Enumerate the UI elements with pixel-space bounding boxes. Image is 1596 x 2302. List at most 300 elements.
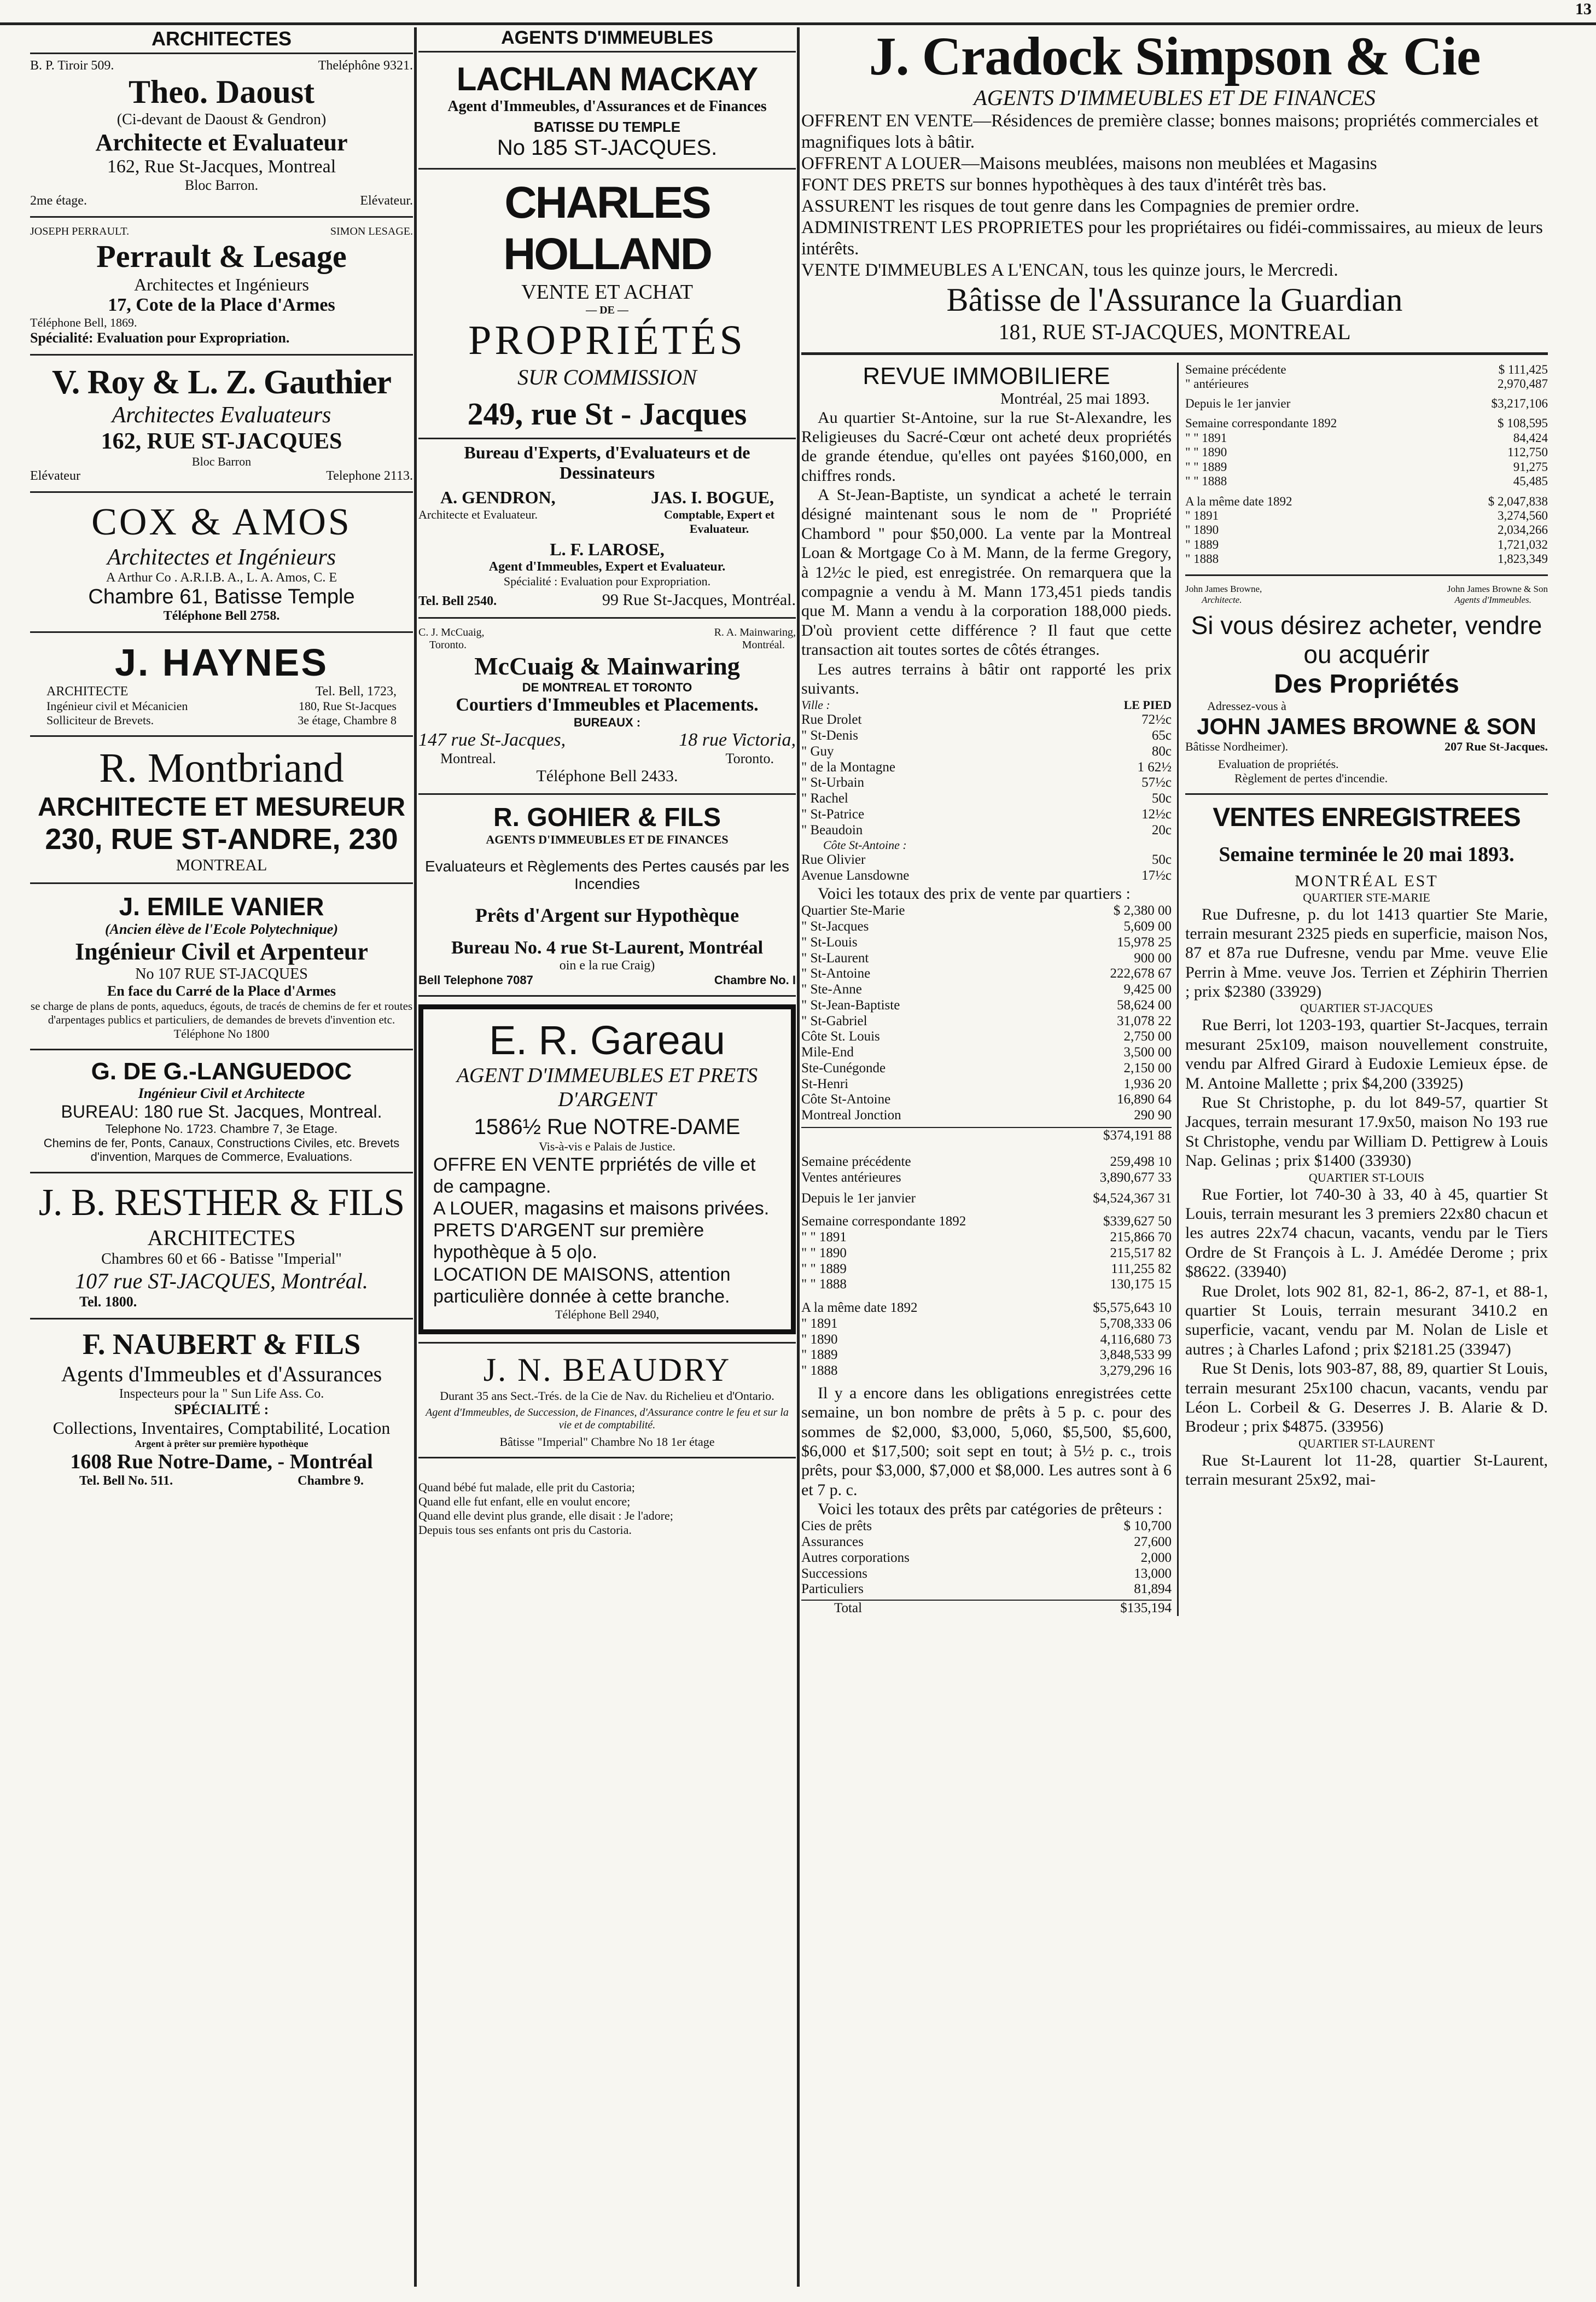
ventes-enregistrees — [1185, 803, 1548, 1490]
ad-daoust — [30, 59, 413, 208]
ad-gareau — [418, 1004, 796, 1334]
ad-perrault — [30, 225, 413, 346]
ad-name: JOHN JAMES BROWNE & SON — [1197, 713, 1536, 739]
ad-text: Evaluation de propriétés. — [1218, 757, 1339, 771]
price-table — [801, 712, 1172, 838]
divider — [30, 735, 413, 737]
table-row — [1185, 509, 1548, 523]
row-label: Autres corporations — [801, 1550, 910, 1565]
ad-text: BATISSE DU TEMPLE — [533, 119, 681, 135]
row-value: 16,890 64 — [1117, 1092, 1172, 1107]
row-label: " 1891 — [801, 1316, 838, 1331]
row-label: " 1888 — [801, 1363, 838, 1378]
table-value: $4,524,367 31 — [1093, 1191, 1172, 1206]
ad-text: OFFRENT A LOUER—Maisons meublées, maisons non meublées et Magasins — [801, 153, 1377, 173]
ad-text: BUREAUX : — [573, 716, 641, 729]
article-date: Montréal, 25 mai 1893. — [1000, 390, 1150, 408]
column-rule — [414, 27, 417, 2287]
table-row — [801, 1230, 1172, 1246]
row-label: " St-Louis — [801, 934, 858, 950]
row-value: 45,485 — [1513, 474, 1548, 489]
row-value: 84,424 — [1513, 431, 1548, 445]
row-label: " antérieures — [1185, 376, 1249, 391]
row-value: 9,425 00 — [1123, 982, 1172, 997]
divider — [30, 1172, 413, 1173]
row-value: 3,848,533 99 — [1099, 1347, 1172, 1363]
row-label: Particuliers — [801, 1582, 864, 1597]
table-label: Depuis le 1er janvier — [1185, 397, 1291, 411]
row-value: 1,936 20 — [1123, 1076, 1172, 1091]
ad-text: A LOUER, magasins et maisons privées. — [433, 1198, 770, 1219]
row-label: Semaine précédente — [801, 1154, 911, 1169]
row-value: 5,708,333 06 — [1099, 1316, 1172, 1331]
table-label: Total — [834, 1601, 863, 1616]
ad-name: Theo. Daoust — [128, 74, 315, 110]
table-row — [801, 823, 1172, 839]
row-label: " " 1889 — [1185, 460, 1227, 474]
ad-text: Téléphone Bell 2758. — [163, 609, 280, 623]
ad-text: Vis-à-vis e Palais de Justice. — [539, 1140, 675, 1153]
table-row — [801, 1347, 1172, 1363]
row-value: $ 2,380 00 — [1113, 903, 1172, 919]
ad-text: DE MONTREAL ET TORONTO — [522, 681, 692, 694]
ad-text: A Arthur Co . A.R.I.B. A., L. A. Amos, C. E — [106, 571, 337, 585]
ad-text: Toronto. — [725, 751, 774, 766]
ad-text: Agent d'Immeubles, d'Assurances et de Finances — [447, 98, 767, 115]
table-row — [801, 1277, 1172, 1293]
row-label: " " 1890 — [1185, 445, 1227, 460]
row-label: " " 1891 — [801, 1230, 847, 1245]
table-row — [1185, 431, 1548, 445]
ad-text: 249, rue St - Jacques — [467, 396, 747, 432]
table-row — [1185, 523, 1548, 537]
divider — [30, 882, 413, 884]
table-row — [801, 775, 1172, 791]
row-label: " St-Patrice — [801, 806, 865, 822]
row-label: Rue Drolet — [801, 712, 862, 728]
ad-name: G. DE G.-LANGUEDOC — [91, 1057, 352, 1085]
page-mark: 13 — [1575, 0, 1592, 18]
row-label: A la même date 1892 — [1185, 494, 1292, 508]
row-label: " St-Gabriel — [801, 1013, 867, 1028]
ad-text: Ingénieur Civil et Architecte — [138, 1085, 305, 1101]
ad-text: (Ancien élève de l'Ecole Polytechnique) — [105, 921, 338, 937]
divider — [1185, 793, 1548, 795]
ad-text: C. J. McCuaig, — [418, 626, 485, 638]
ad-text: AGENT D'IMMEUBLES ET PRETS D'ARGENT — [456, 1064, 758, 1111]
row-label: Avenue Lansdowne — [801, 868, 910, 883]
ad-text: Collections, Inventaires, Comptabilité, Location — [53, 1418, 391, 1438]
table-row — [801, 852, 1172, 868]
row-value: 2,750 00 — [1123, 1029, 1172, 1044]
ad-text: Chambre 61, Batisse Temple — [88, 585, 355, 608]
ad-text: MONTREAL — [176, 856, 267, 874]
table-row — [801, 1332, 1172, 1348]
ad-mccuaig — [418, 626, 796, 786]
ad-text: No 185 ST-JACQUES. — [497, 136, 718, 160]
stats-and-ventes — [1185, 363, 1548, 1617]
ad-name: E. R. Gareau — [489, 1018, 725, 1063]
ad-name: R. Montbriand — [99, 745, 344, 791]
row-value: 27,600 — [1134, 1534, 1172, 1550]
row-value: $ 111,425 — [1498, 362, 1548, 376]
ad-text: Architectes Evaluateurs — [112, 403, 331, 428]
ad-text: ARCHITECTES — [147, 1225, 296, 1251]
ad-text: Elévateur. — [360, 194, 413, 208]
ad-text: Argent à prêter sur première hypothèque — [135, 1438, 308, 1450]
table-row — [801, 1045, 1172, 1061]
verse-line: Quand bébé fut malade, elle prit du Castoria; — [418, 1480, 635, 1494]
verse-line: Quand elle fut enfant, elle en voulut encore; — [418, 1494, 631, 1508]
table-row — [801, 1534, 1172, 1550]
row-value: $5,575,643 10 — [1093, 1300, 1172, 1315]
divider — [30, 1318, 413, 1319]
row-value: 20c — [1151, 822, 1172, 838]
ad-text: Ingénieur Civil et Arpenteur — [75, 938, 368, 965]
ad-text: Téléphone No 1800 — [173, 1026, 270, 1040]
section-heading: ARCHITECTES — [30, 27, 413, 54]
verse-line: Quand elle devint plus grande, elle disait : Je l'adore; — [418, 1508, 673, 1522]
ad-text: 207 Rue St-Jacques. — [1444, 739, 1548, 753]
row-label: Semaine précédente — [1185, 362, 1286, 376]
ad-text: En face du Carré de la Place d'Armes — [107, 983, 336, 999]
ad-text: Tel. Bell No. 511. — [79, 1474, 173, 1489]
table-row — [801, 712, 1172, 728]
ad-name: Perrault & Lesage — [96, 239, 347, 274]
divider — [418, 995, 796, 997]
row-value: 3,279,296 16 — [1099, 1363, 1172, 1378]
row-label: Côte St-Antoine — [801, 1092, 891, 1107]
row-value: 81,894 — [1134, 1582, 1172, 1597]
ward-heading: QUARTIER ST-LAURENT — [1298, 1436, 1435, 1450]
row-label: " 1890 — [801, 1332, 838, 1347]
ad-cox-amos — [30, 501, 413, 624]
ad-text: Bâtisse de l'Assurance la Guardian — [946, 281, 1403, 318]
ad-text: No 107 RUE ST-JACQUES — [135, 966, 308, 983]
ad-text: VENTE D'IMMEUBLES A L'ENCAN, tous les quinze jours, le Mercredi. — [801, 260, 1338, 280]
ad-text: Evaluateurs et Règlements des Pertes causés par les Incendies — [424, 858, 790, 892]
ad-text: AGENTS D'IMMEUBLES ET DE FINANCES — [974, 85, 1376, 110]
ad-vanier — [30, 892, 413, 1041]
row-label: Mile-End — [801, 1045, 854, 1060]
table-row — [801, 935, 1172, 951]
ad-text: A. GENDRON, — [440, 487, 556, 507]
section-heading: AGENTS D'IMMEUBLES — [418, 27, 796, 53]
ad-name: J. N. BEAUDRY — [483, 1351, 731, 1388]
row-value: 80c — [1151, 743, 1172, 759]
ad-text: ARCHITECTE — [46, 684, 129, 699]
ad-text: Bâtisse Nordheimer). — [1185, 739, 1289, 753]
row-value: 111,255 82 — [1111, 1261, 1172, 1276]
ad-text: 181, RUE ST-JACQUES, MONTREAL — [998, 319, 1351, 344]
totals-table — [1185, 363, 1548, 392]
row-value: 2,034,266 — [1498, 523, 1548, 537]
row-value: 72½c — [1141, 712, 1172, 728]
ad-text: se charge de plans de ponts, aqueducs, égouts, de tracés de chemins de fer et routes d'arpentages publics et particuliers, de demandes de brevets d'invention etc. — [30, 999, 413, 1026]
ad-resther — [30, 1181, 413, 1310]
row-value: $339,627 50 — [1103, 1214, 1172, 1229]
ad-holland — [418, 177, 796, 609]
row-value: 3,274,560 — [1498, 509, 1548, 522]
divider — [418, 168, 796, 170]
table-row — [1185, 474, 1548, 489]
row-label: " " 1890 — [801, 1245, 847, 1260]
row-value: 57½c — [1141, 775, 1172, 790]
sale-entry: Rue St Christophe, p. du lot 849-57, quartier St Jacques, terrain mesurant 17.9x50, maison No 193 rue St Christophe, vendu par William D. Pettigrew à Louis Nap. Gelinas ; prix $1400 (33930) — [1185, 1094, 1548, 1170]
ad-text: OFFRENT EN VENTE—Résidences de première classe; bonnes maisons; propriétés commerciales et magnifiques lots à bâtir. — [801, 111, 1539, 152]
ad-text: 1608 Rue Notre-Dame, - Montréal — [70, 1450, 373, 1474]
ward-heading: QUARTIER ST-JACQUES — [1300, 1001, 1433, 1015]
row-label: " St-Urbain — [801, 775, 865, 790]
divider — [30, 354, 413, 356]
row-label: " St-Denis — [801, 728, 858, 743]
ad-text: Agent d'Immeubles, Expert et Evaluateur. — [488, 560, 726, 574]
row-value: $ 2,047,838 — [1488, 494, 1548, 508]
ad-text: Bureau d'Experts, d'Evaluateurs et de Dessinateurs — [464, 443, 750, 483]
ad-name: J. Cradock Simpson & Cie — [869, 27, 1481, 86]
paragraph: Les autres terrains à bâtir ont rapporté les prix suivants. — [801, 660, 1172, 697]
row-value: 1,721,032 — [1498, 537, 1548, 551]
ad-montbriand — [30, 745, 413, 875]
ad-name: J. B. RESTHER & FILS — [38, 1182, 405, 1224]
row-value: 215,866 70 — [1110, 1230, 1172, 1245]
ad-text: Spécialité : Evaluation pour Expropriation. — [503, 574, 711, 588]
table-label: LE PIED — [1123, 698, 1172, 712]
row-label: " 1888 — [1185, 552, 1219, 566]
ad-name: CHARLES HOLLAND — [503, 178, 711, 279]
row-label: Ste-Cunégonde — [801, 1060, 886, 1076]
table-value: $135,194 — [1120, 1601, 1172, 1616]
divider — [801, 352, 1548, 355]
table-value: $3,217,106 — [1491, 397, 1548, 411]
ad-text: Prêts d'Argent sur Hypothèque — [475, 904, 739, 926]
ad-name: LACHLAN MACKAY — [456, 61, 758, 97]
ad-text: SPÉCIALITÉ : — [174, 1402, 269, 1418]
row-value: 13,000 — [1134, 1566, 1172, 1581]
table-row — [801, 1262, 1172, 1277]
row-label: " " 1889 — [801, 1261, 847, 1276]
ad-text: oin e la rue Craig) — [559, 958, 655, 973]
sale-entry: Rue St Denis, lots 903-87, 88, 89, quartier St Louis, terrain mesurant 25x100 chacun, vacants, vendu par Léon L. Corbeil & G. Deserres J. B. Alarie & D. Brodeur ; prix $4875. (33956) — [1185, 1359, 1548, 1436]
divider — [418, 1457, 796, 1458]
ad-text: Bâtisse "Imperial" Chambre No 18 1er étage — [499, 1434, 715, 1449]
row-label: " Beaudoin — [801, 822, 863, 838]
row-value: $ 10,700 — [1123, 1519, 1172, 1534]
row-value: 31,078 22 — [1117, 1013, 1172, 1028]
table-row — [801, 1316, 1172, 1332]
ad-text: Chambre No. I — [714, 973, 796, 987]
ad-text: Règlement de pertes d'incendie. — [1234, 771, 1388, 785]
ad-text: 107 rue ST-JACQUES, Montréal. — [75, 1269, 368, 1294]
row-value: 50c — [1151, 791, 1172, 806]
row-label: " de la Montagne — [801, 759, 895, 775]
ad-browne — [1185, 584, 1548, 786]
ad-text: JAS. I. BOGUE, — [651, 487, 774, 507]
ad-text: L. F. LAROSE, — [550, 539, 665, 559]
row-value: 50c — [1151, 852, 1172, 868]
table-row — [801, 919, 1172, 935]
ad-name: V. Roy & L. Z. Gauthier — [51, 364, 391, 401]
column-agents — [418, 27, 796, 2287]
row-label: " " 1891 — [1185, 431, 1227, 445]
sale-entry: Rue St-Laurent lot 11-28, quartier St-Laurent, terrain mesurant 25x92, mai- — [1185, 1451, 1548, 1489]
verse-line: Depuis tous ses enfants ont pris du Castoria. — [418, 1522, 632, 1537]
ad-text: Solliciteur de Brevets. — [46, 713, 154, 727]
ad-name: R. GOHIER & FILS — [493, 803, 721, 832]
table-row — [801, 1246, 1172, 1262]
ward-heading: QUARTIER ST-LOUIS — [1308, 1170, 1425, 1184]
row-value: 58,624 00 — [1117, 997, 1172, 1013]
ad-text: PRETS D'ARGENT sur première hypothèque à 5 o|o. — [433, 1220, 704, 1263]
ad-text: Chambre 9. — [298, 1474, 364, 1489]
row-label: Quartier Ste-Marie — [801, 903, 905, 919]
section-heading: REVUE IMMOBILIERE — [863, 362, 1110, 390]
row-label: " 1890 — [1185, 523, 1219, 537]
ad-text: Architecte et Evaluateur — [95, 129, 348, 156]
table-row — [1185, 445, 1548, 460]
row-label: " St-Jean-Baptiste — [801, 997, 900, 1013]
table-row — [801, 1077, 1172, 1092]
column-rule — [797, 27, 800, 2287]
row-value: 2,150 00 — [1123, 1060, 1172, 1076]
ad-roy-gauthier — [30, 363, 413, 484]
row-value: 215,517 82 — [1110, 1245, 1172, 1260]
row-label: " Rachel — [801, 791, 848, 806]
table-label: Depuis le 1er janvier — [801, 1191, 916, 1206]
ad-text: Telephone No. 1723. Chambre 7, 3e Etage. — [105, 1121, 338, 1136]
ad-text: 162, RUE ST-JACQUES — [101, 429, 342, 454]
divider — [30, 216, 413, 218]
ad-text: B. P. Tiroir 509. — [30, 59, 114, 73]
row-value: 91,275 — [1513, 460, 1548, 474]
sub-heading: MONTRÉAL EST — [1295, 871, 1438, 890]
sale-entry: Rue Dufresne, p. du lot 1413 quartier Ste Marie, terrain mesurant 2325 pieds en superficie, maison Nos, 87 et 87a rue Dufresne, vendu par Mme. veuve Elie Perrin à Mme. veuve Jos. Terrien et Zéphirin Therrien ; prix $2380 (33929) — [1185, 905, 1548, 1001]
ad-text: Chemins de fer, Ponts, Canaux, Constructions Civiles, etc. Brevets d'invention, Marques de Commerce, Evaluations. — [43, 1136, 400, 1164]
ad-text: VENTE ET ACHAT — [521, 281, 693, 304]
row-label: Cies de prêts — [801, 1519, 872, 1534]
paragraph: A St-Jean-Baptiste, un syndicat a acheté le terrain désigné maintenant sous le nom de " Propriété Chambord " pour $50,000. La vente par la Montreal Loan & Mortgage Co à M. Mann, de la ferme Gregory, à 12½c le pied, est enregistrée. On remarquera que la compagnie a vendu à M. Mann 173,451 pieds tandis que M. Mann a vendu à la corporation 188,000 pieds. D'où provient cette différence ? Il faut que cette transaction ait toutes sortes de côtés étranges. — [801, 486, 1172, 659]
row-value: 1 62½ — [1137, 759, 1172, 775]
table-row — [801, 744, 1172, 760]
ad-text: SIMON LESAGE. — [330, 225, 413, 237]
table-row — [801, 1582, 1172, 1597]
ad-text: Architectes et Ingénieurs — [107, 545, 336, 570]
ward-heading: QUARTIER STE-MARIE — [1303, 890, 1430, 904]
divider — [1185, 574, 1548, 576]
ad-haynes — [30, 641, 413, 728]
table-row — [801, 998, 1172, 1014]
section-heading: VENTES ENREGISTREES — [1213, 803, 1521, 832]
ad-text: 147 rue St-Jacques, — [418, 730, 566, 750]
row-value: 5,609 00 — [1123, 919, 1172, 934]
ad-text: Si vous désirez acheter, vendre ou acquérir — [1191, 611, 1542, 668]
castoria-verse — [418, 1480, 796, 1537]
row-label: Côte St. Louis — [801, 1029, 880, 1044]
row-label: " Guy — [801, 743, 834, 759]
ad-text: Téléphone Bell, 1869. — [30, 316, 137, 329]
table-row — [1185, 460, 1548, 474]
table-row — [801, 1154, 1172, 1170]
divider — [418, 1342, 796, 1344]
table-row — [801, 951, 1172, 967]
ad-text: John James Browne & Son — [1447, 583, 1548, 594]
row-value: $ 108,595 — [1498, 416, 1548, 431]
ad-name: J. EMILE VANIER — [119, 892, 324, 921]
table-row — [801, 1300, 1172, 1316]
ad-text: Agents d'Immeubles et d'Assurances — [61, 1362, 382, 1387]
ad-text: ADMINISTRENT LES PROPRIETES pour les propriétaires ou fidéi-commissaires, au mieux de leurs intérêts. — [801, 217, 1543, 259]
ad-text: Montréal. — [742, 639, 785, 651]
ad-text: 3e étage, Chambre 8 — [298, 713, 397, 727]
ad-text: 162, Rue St-Jacques, Montreal — [107, 156, 336, 177]
table-row — [801, 1029, 1172, 1045]
ad-text: BUREAU: 180 rue St. Jacques, Montreal. — [61, 1101, 382, 1121]
ad-text: OFFRE EN VENTE prpriétés de ville et de campagne. — [433, 1154, 756, 1197]
table-row — [801, 1170, 1172, 1186]
table-row — [1185, 363, 1548, 377]
row-value: 12½c — [1141, 806, 1172, 822]
table-row — [801, 728, 1172, 744]
totals-table — [801, 903, 1172, 1124]
row-value: 1,823,349 — [1498, 552, 1548, 566]
totals-table — [801, 1214, 1172, 1293]
ad-cradock — [801, 27, 1548, 345]
row-value: 15,978 25 — [1117, 934, 1172, 950]
grand-total: $374,191 88 — [801, 1127, 1172, 1143]
ad-text: Courtiers d'Immeubles et Placements. — [456, 695, 759, 715]
row-label: St-Henri — [801, 1076, 849, 1091]
table-row — [801, 1566, 1172, 1582]
row-label: " " 1888 — [1185, 474, 1227, 489]
sale-entry: Rue Drolet, lots 902 81, 82-1, 86-2, 87-1, et 88-1, quartier St Louis, terrain mesurant 3410.2 en superficie, vacant, vendu par M. Nolan de Lisle et autres ; à Charles Lafond ; prix $2181.25 (33947) — [1185, 1282, 1548, 1358]
price-table — [801, 852, 1172, 884]
ad-text: Tel. 1800. — [79, 1294, 137, 1310]
totals-table — [1185, 416, 1548, 489]
ad-text: 1586½ Rue NOTRE-DAME — [474, 1115, 741, 1139]
ad-text: Chambres 60 et 66 - Batisse "Imperial" — [101, 1251, 342, 1268]
ad-text: AGENTS D'IMMEUBLES ET DE FINANCES — [486, 833, 729, 846]
ad-text: (Ci-devant de Daoust & Gendron) — [117, 111, 327, 128]
ad-text: Architectes et Ingénieurs — [134, 275, 309, 294]
row-value: 4,116,680 73 — [1100, 1332, 1172, 1347]
table-row — [801, 1092, 1172, 1108]
row-label: Montreal Jonction — [801, 1108, 901, 1123]
row-value: 900 00 — [1134, 950, 1172, 966]
ad-text: R. A. Mainwaring, — [714, 626, 796, 638]
ad-text: Telephone 2113. — [326, 469, 413, 483]
ad-text: 180, Rue St-Jacques — [298, 699, 397, 713]
row-value: 259,498 10 — [1110, 1154, 1172, 1169]
ad-text: Des Propriétés — [1274, 669, 1459, 699]
sale-entry: Rue Berri, lot 1203-193, quartier St-Jacques, terrain mesurant 25x109, maison nouvellement construite, vendu par Alfred Girard à Eudoxie Lemieux épse. de M. Antoine Mallette ; prix $4,200 (33925) — [1185, 1016, 1548, 1092]
divider — [30, 1049, 413, 1050]
ad-text: SUR COMMISSION — [517, 365, 697, 390]
ad-text: ARCHITECTE ET MESUREUR — [37, 793, 406, 822]
ad-text: Tel. Bell 2540. — [418, 594, 497, 608]
table-row — [801, 966, 1172, 982]
table-row — [801, 1014, 1172, 1030]
ad-text: Agents d'Immeubles. — [1454, 594, 1531, 605]
ad-text: ASSURENT les risques de tout genre dans les Compagnies de premier ordre. — [801, 196, 1360, 216]
row-value: 3,500 00 — [1123, 1045, 1172, 1060]
ad-text: 2me étage. — [30, 194, 87, 208]
top-band — [0, 0, 1596, 25]
ad-text: Montreal. — [440, 751, 496, 766]
ad-text: 230, RUE ST-ANDRE, 230 — [45, 823, 398, 856]
row-value: 130,175 15 — [1110, 1277, 1172, 1292]
ad-text: Durant 35 ans Sect.-Trés. de la Cie de Nav. du Richelieu et d'Ontario. — [440, 1388, 774, 1403]
row-label: " St-Antoine — [801, 966, 871, 981]
